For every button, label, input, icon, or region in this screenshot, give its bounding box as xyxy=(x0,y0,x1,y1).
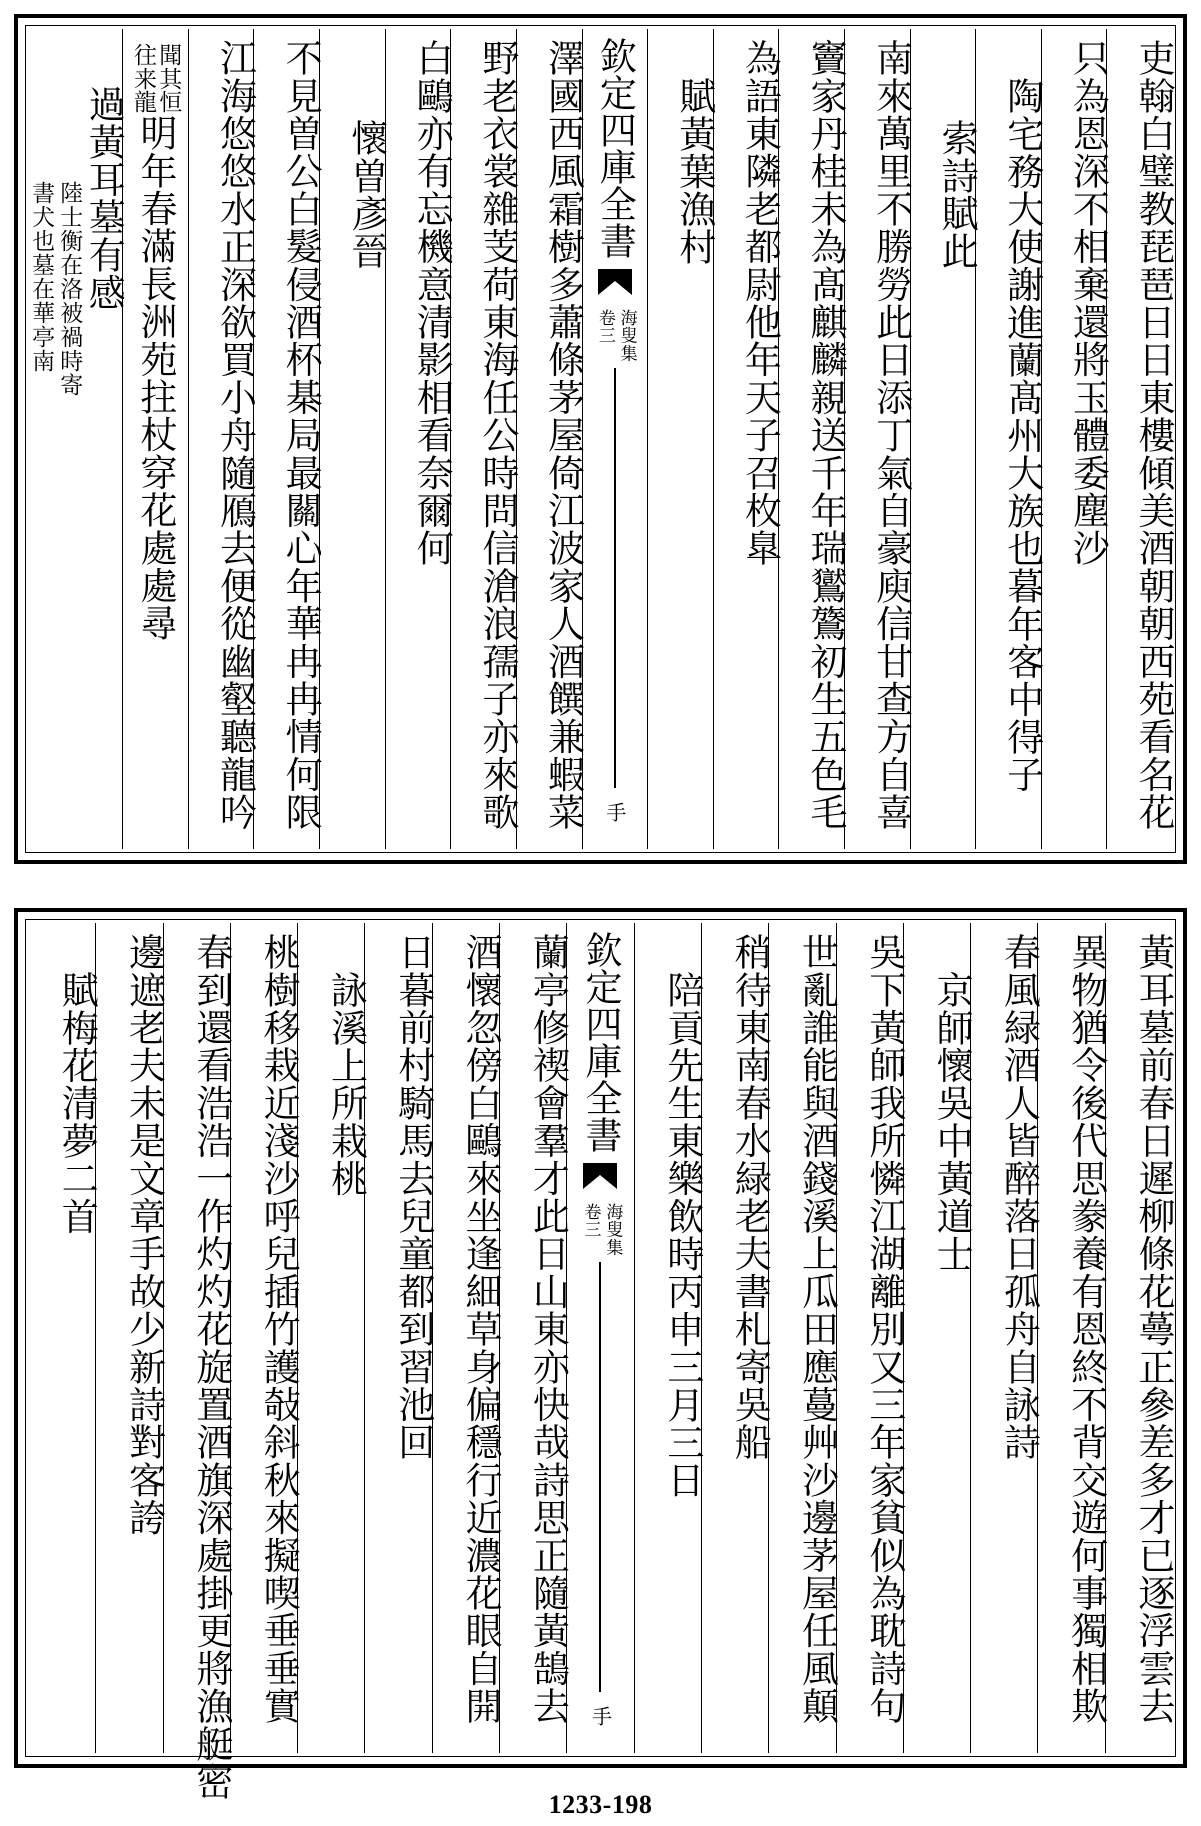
text-column: 日暮前村騎馬去兒童都到習池回 xyxy=(364,923,431,1753)
text-column: 春風緑酒人皆醉落日孤舟自詠詩 xyxy=(970,923,1037,1753)
note-stack xyxy=(131,43,180,90)
title-with-note-column xyxy=(28,29,126,849)
text-column: 江海悠悠水正深欲買小舟隨鴈去便從幽壑聽龍吟 xyxy=(188,29,254,849)
text-column: 桃樹移栽近淺沙呼兒插竹護敧斜秋來擬喫垂垂實 xyxy=(230,923,297,1753)
text-column: 索詩賦此 xyxy=(910,29,976,849)
text-column: 只為恩深不相棄還將玉體委塵沙 xyxy=(1041,29,1107,849)
text-column: 吳下黃師我所憐江湖離別又三年家貧似為耽詩句 xyxy=(836,923,903,1753)
folio-number: 手 xyxy=(602,802,627,823)
collection-title: 欽定四庫全書 xyxy=(593,37,637,259)
text-column: 澤國西風霜樹多蕭條茅屋倚江波家人酒饌兼蝦菜 xyxy=(516,29,582,849)
text-column: 稍待東南春水緑老夫書札寄吳船 xyxy=(701,923,768,1753)
text-column: 吏翰白璧教琵琶日日東樓傾美酒朝朝西苑看名花 xyxy=(1106,29,1172,849)
text-column: 陪貢先生東樂飲時丙申三月三日 xyxy=(634,923,701,1753)
text-column: 世亂誰能與酒錢溪上瓜田應蔓艸沙邊茅屋任風顛 xyxy=(768,923,835,1753)
text-column: 懷曽彥晉 xyxy=(319,29,385,849)
volume-label-line: 卷三 xyxy=(580,1203,601,1239)
text-column: 黃耳墓前春日遲柳條花蕚正參差多才已逐浮雲去 xyxy=(1105,923,1172,1753)
text-column: 南來萬里不勝勞此日添丁氣自豪庾信甘查方自喜 xyxy=(844,29,910,849)
folio-number: 手 xyxy=(588,1706,613,1727)
text-column: 竇家丹桂未為髙麒麟親送千年瑞鸑鷟初生五色毛 xyxy=(778,29,844,849)
center-margin-column xyxy=(582,29,648,849)
poem-title: 過黃耳墓有感 xyxy=(82,85,126,312)
interlinear-note-line: 往来 xyxy=(130,43,157,91)
annotated-column-body xyxy=(131,39,180,849)
interlinear-note-line: 恒 xyxy=(155,90,182,115)
text-column: 白鷗亦有忘機意清影相看奈爾何 xyxy=(385,29,451,849)
commentary-line: 書犬也墓在華亭南 xyxy=(28,181,55,373)
main-text: 明年春滿長洲苑拄杖穿花處處尋 xyxy=(134,114,178,642)
text-column: 野老衣裳雜芰荷東海任公時問信滄浪孺子亦來歌 xyxy=(450,29,516,849)
upper-page-panel xyxy=(14,14,1187,864)
interlinear-note-line: 龍 xyxy=(130,90,157,115)
text-column: 陶宅務大使謝進蘭髙州大族也暮年客中得子 xyxy=(975,29,1041,849)
text-column: 賦梅花清夢二首 xyxy=(55,971,99,1235)
center-divider-rule xyxy=(599,1262,601,1692)
volume-label-line: 卷三 xyxy=(594,309,615,345)
text-column: 京師懷吳中黃道士 xyxy=(903,923,970,1753)
page-identifier: 1233-198 xyxy=(548,1790,653,1819)
text-column: 詠溪上所栽桃 xyxy=(297,923,364,1753)
text-column: 為語東隣老都尉他年天子召枚臯 xyxy=(713,29,779,849)
commentary-line: 陸士衡在洛被禍時寄 xyxy=(56,181,83,397)
text-column-annotated xyxy=(122,29,188,849)
volume-label xyxy=(595,309,635,362)
volume-label-line: 海叟集 xyxy=(616,309,637,363)
text-column: 賦黃葉漁村 xyxy=(647,29,713,849)
text-column: 不見曽公白髮侵酒杯棊局最關心年華冉冉情何限 xyxy=(253,29,319,849)
text-column: 蘭亭修禊會羣才此日山東亦快哉詩思正隨黃鵠去 xyxy=(499,923,566,1753)
fishtail-mark-icon xyxy=(598,269,632,295)
lower-page-panel xyxy=(14,908,1187,1801)
title-note-body xyxy=(28,45,126,849)
fishtail-mark-icon xyxy=(583,1163,617,1189)
volume-label xyxy=(581,1203,621,1256)
text-column: 酒懷忽傍白鷗來坐逢細草身偏穩行近濃花眼自開 xyxy=(432,923,499,1753)
commentary-note xyxy=(29,181,81,397)
center-margin-column xyxy=(566,923,633,1753)
text-column: 邊遮老夫未是文章手故少新詩對客誇 xyxy=(95,923,162,1753)
text-column: 春到還看浩浩一作灼灼花旋置酒旗深處掛更將漁艇密 xyxy=(163,923,230,1753)
upper-text-columns xyxy=(28,29,1175,849)
interlinear-note-line: 聞其 xyxy=(155,43,182,91)
volume-label-line: 海叟集 xyxy=(602,1203,623,1257)
collection-title: 欽定四庫全書 xyxy=(578,931,622,1153)
center-divider-rule xyxy=(614,368,616,788)
lower-text-columns xyxy=(29,923,1175,1801)
note-stack xyxy=(131,90,180,114)
text-column: 異物猶令後代思豢養有恩終不背交遊何事獨相欺 xyxy=(1037,923,1104,1753)
